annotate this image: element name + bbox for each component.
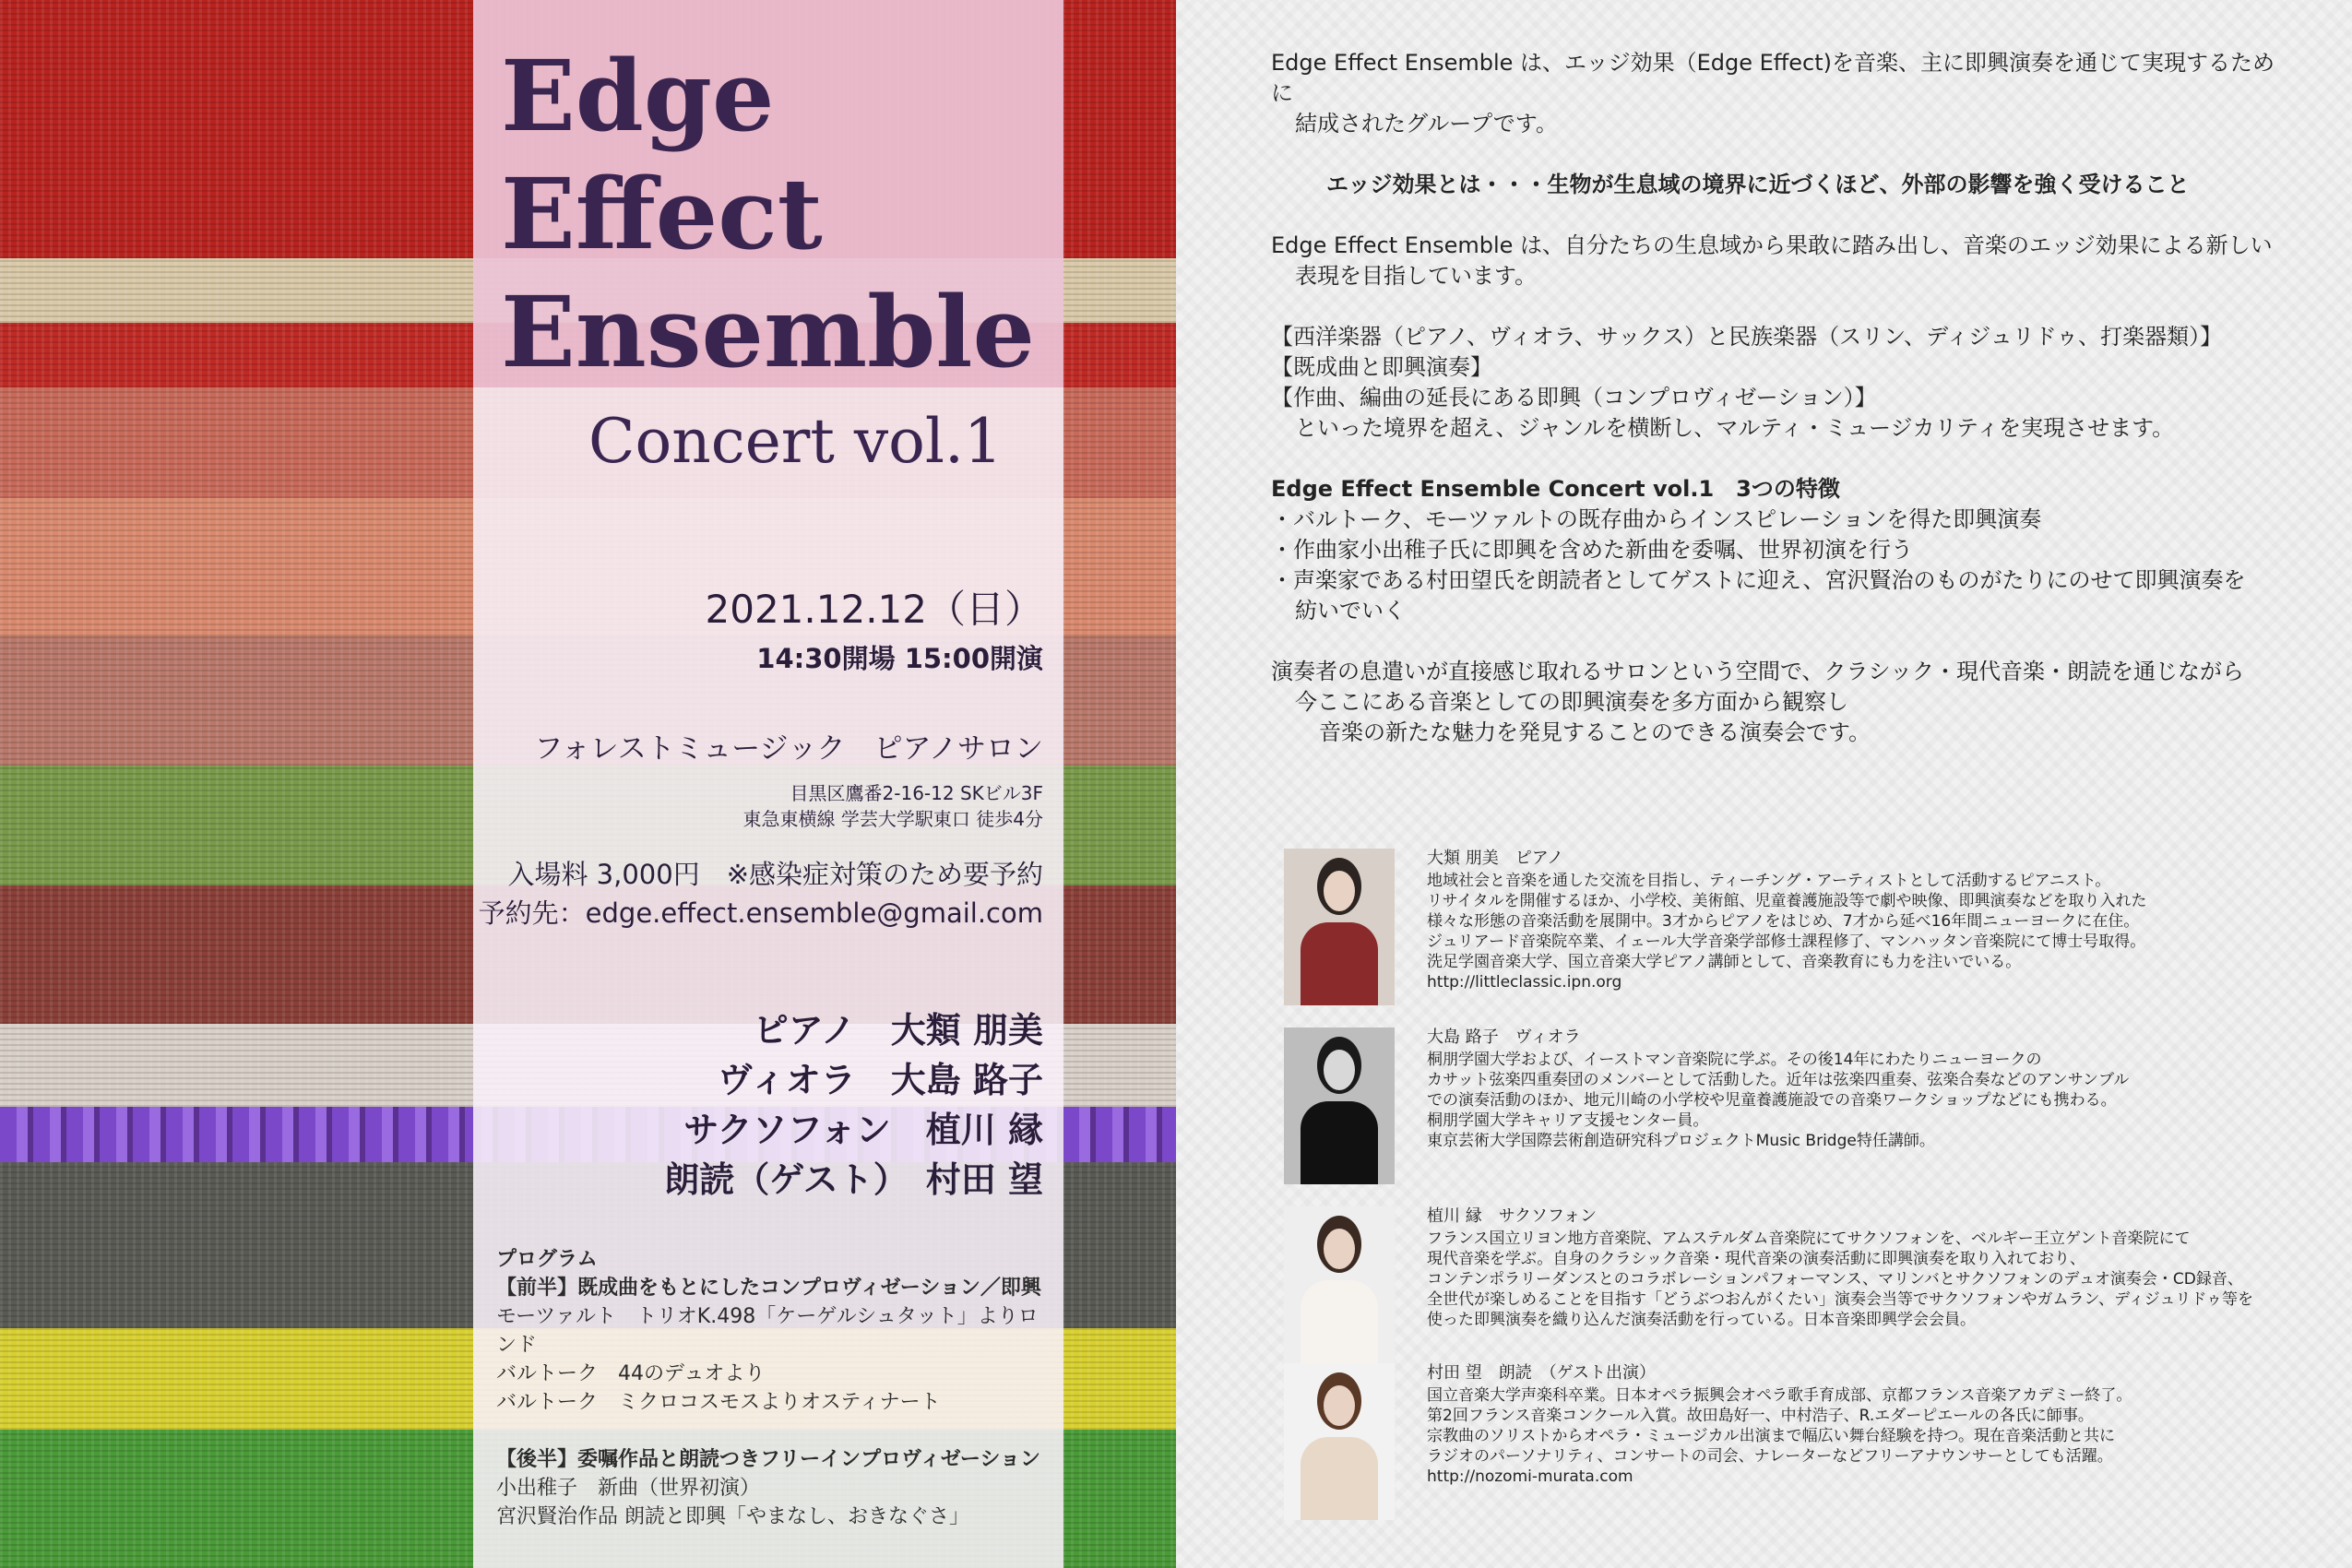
member-name: 村田 望 朗読 （ゲスト出演） [1427, 1363, 1657, 1383]
concert-time: 14:30開場 15:00開演 [756, 643, 1043, 674]
title-line: Edge [501, 38, 775, 153]
intro-line: といった境界を超え、ジャンルを横断し、マルティ・ミュージカリティを実現させます。 [1295, 415, 2175, 441]
intro-paragraph [1271, 48, 2295, 139]
bio-line: での演奏活動のほか、地元川崎の小学校や児童養護施設での音楽ワークショップなどにも携わる。 [1427, 1091, 2117, 1110]
bio-line: 使った即興演奏を織り込んだ演奏活動を行っている。日本音楽即興学会会員。 [1427, 1311, 1976, 1329]
photo-body [1301, 1101, 1378, 1184]
intro-line: Edge Effect Ensemble は、エッジ効果（Edge Effect)を音楽、主に即興演奏を通じて実現するために [1271, 50, 2275, 106]
venue-name: フォレストミュージック ピアノサロン [534, 732, 1043, 766]
performer: ピアノ 大類 朋美 [753, 1010, 1043, 1051]
bio-line: コンテンポラリーダンスとのコラボレーションパフォーマンス、マリンバとサクソフォンのデュオ演奏会・CD録音、 [1427, 1270, 2243, 1289]
member-bio [1427, 1206, 2312, 1330]
bio-line: リサイタルを開催するほか、小学校、美術館、児童養護施設等で劇や映像、即興演奏などを取り入れた [1427, 892, 2147, 910]
title-line: Ensemble [501, 274, 1035, 389]
intro-line: 演奏者の息遣いが直接感じ取れるサロンという空間で、クラシック・現代音楽・朗読を通じながら [1271, 659, 2245, 684]
member-url[interactable]: http://littleclassic.ipn.org [1427, 973, 1622, 992]
intro-paragraph [1271, 322, 2295, 444]
member-photo [1284, 1028, 1395, 1184]
bio-line: 様々な形態の音楽活動を展開中。3才からピアノをはじめ、7才から延べ16年間ニューヨークに在住。 [1427, 912, 2140, 931]
intro-paragraph [1271, 170, 2295, 200]
intro-line: ・声楽家である村田望氏を朗読者としてゲストに迎え、宮沢賢治のものがたりにのせて即興演奏を [1271, 567, 2246, 593]
program-item: 宮沢賢治作品 朗読と即興「やまなし、おきなぐさ」 [496, 1505, 969, 1528]
photo-body [1301, 1280, 1378, 1363]
program-item: バルトーク 44のデュオより [496, 1362, 766, 1385]
performer: 朗読（ゲスト） 村田 望 [664, 1159, 1043, 1200]
member-bio [1427, 1363, 2312, 1487]
introduction-text [1271, 48, 2295, 778]
program-first-half-title: 【前半】既成曲をもとにしたコンプロヴィゼーション／即興 [496, 1277, 1041, 1300]
photo-body [1301, 1437, 1378, 1520]
reservation-contact: 予約先：edge.effect.ensemble@gmail.com [478, 897, 1043, 929]
photo-face [1324, 871, 1355, 911]
program-heading: プログラム [496, 1248, 598, 1271]
bio-line: フランス国立リヨン地方音楽院、アムステルダム音楽院にてサクソフォンを、ベルギー王立ゲント音楽院にて [1427, 1229, 2191, 1248]
intro-line: 今ここにある音楽としての即興演奏を多方面から観察し [1295, 689, 1848, 715]
admission-fee: 入場料 3,000円 ※感染症対策のため要予約 [507, 859, 1043, 890]
bio-line: 第2回フランス音楽コンクール入賞。故田島好一、中村浩子、R.エダーピエールの各氏に師事。 [1427, 1407, 2094, 1425]
bio-line: 桐朋学園大学キャリア支援センター員。 [1427, 1111, 1709, 1130]
program-second-half-title: 【後半】委嘱作品と朗読つきフリーインプロヴィゼーション [496, 1448, 1041, 1471]
member-photo [1284, 1206, 1395, 1363]
intro-line: ・バルトーク、モーツァルトの既存曲からインスピレーションを得た即興演奏 [1271, 506, 2042, 532]
intro-paragraph [1271, 657, 2295, 748]
intro-line: 表現を目指しています。 [1295, 263, 1538, 289]
member-photo [1284, 1363, 1395, 1520]
photo-face [1324, 1229, 1355, 1269]
bio-line: 全世代が楽しめることを目指す「どうぶつおんがくたい」演奏会当等でサクソフォンやガムラン、ディジュリドゥ等を [1427, 1290, 2253, 1309]
info-panel [473, 0, 1063, 1568]
member-name: 植川 縁 サクソフォン [1427, 1206, 1598, 1226]
bio-line: 地域社会と音楽を通した交流を目指し、ティーチング・アーティストとして活動するピアニスト。 [1427, 872, 2111, 890]
bio-line: 桐朋学園大学および、イーストマン音楽院に学ぶ。その後14年にわたりニューヨークの [1427, 1051, 2042, 1069]
member-name: 大類 朋美 ピアノ [1427, 849, 1564, 868]
features-title: Edge Effect Ensemble Concert vol.1 3つの特徴 [1271, 476, 1840, 502]
member-url[interactable]: http://nozomi-murata.com [1427, 1467, 1633, 1486]
poster-title [501, 37, 1035, 391]
intro-line: 【既成曲と即興演奏】 [1271, 354, 1492, 380]
venue-address: 目黒区鷹番2-16-12 SKビル3F [790, 782, 1043, 804]
member-photo [1284, 849, 1395, 1005]
performer: サクソフォン 植川 縁 [683, 1110, 1043, 1150]
photo-face [1324, 1050, 1355, 1090]
concert-date: 2021.12.12（日） [705, 587, 1043, 632]
intro-line: 音楽の新たな魅力を発見することのできる演奏会です。 [1319, 719, 1871, 745]
title-line: Effect [501, 156, 823, 271]
intro-line: エッジ効果とは・・・生物が生息域の境界に近づくほど、外部の影響を強く受けること [1326, 172, 2190, 197]
bio-line: 東京芸術大学国際芸術創造研究科プロジェクトMusic Bridge特任講師。 [1427, 1132, 1935, 1150]
program-item: 小出稚子 新曲（世界初演） [496, 1477, 761, 1500]
program-item: モーツァルト トリオK.498「ケーゲルシュタット」よりロンド [496, 1305, 1039, 1357]
photo-body [1301, 922, 1378, 1005]
program [496, 1245, 1050, 1531]
bio-line: 国立音楽大学声楽科卒業。日本オペラ振興会オペラ歌手育成部、京都フランス音楽アカデミー終了。 [1427, 1386, 2132, 1405]
intro-paragraph [1271, 474, 2295, 626]
bio-line: 宗教曲のソリストからオペラ・ミュージカル出演まで幅広い舞台経験を持つ。現在音楽活動と共に [1427, 1427, 2115, 1445]
venue-access: 東急東横線 学芸大学駅東口 徒歩4分 [742, 808, 1043, 830]
photo-face [1324, 1385, 1355, 1426]
bio-line: ジュリアード音楽院卒業、イェール大学音楽学部修士課程修了、マンハッタン音楽院にて博士号取得。 [1427, 932, 2146, 951]
intro-line: ・作曲家小出稚子氏に即興を含めた新曲を委嘱、世界初演を行う [1271, 537, 1913, 563]
performer: ヴィオラ 大島 路子 [718, 1060, 1043, 1100]
bio-line: ラジオのパーソナリティ、コンサートの司会、ナレーターなどフリーアナウンサーとしても活躍。 [1427, 1447, 2113, 1466]
program-item: バルトーク ミクロコスモスよりオスティナート [496, 1391, 941, 1414]
intro-line: 紡いでいく [1295, 598, 1406, 624]
intro-line: 【作曲、編曲の延長にある即興（コンプロヴィゼーション）】 [1271, 385, 1877, 410]
intro-line: 結成されたグループです。 [1295, 111, 1558, 137]
intro-line: 【西洋楽器（ピアノ、ヴィオラ、サックス）と民族楽器（スリン、ディジュリドゥ、打楽器類）】 [1271, 324, 2223, 350]
bio-line: 洗足学園音楽大学、国立音楽大学ピアノ講師として、音楽教育にも力を注いでいる。 [1427, 953, 2022, 971]
bio-line: カサット弦楽四重奏団のメンバーとして活動した。近年は弦楽四重奏、弦楽合奏などのアンサンブル [1427, 1071, 2130, 1089]
bio-line: 現代音楽を学ぶ。自身のクラシック音楽・現代音楽の演奏活動に即興演奏を取り入れており、 [1427, 1250, 2085, 1268]
intro-paragraph [1271, 231, 2295, 291]
member-name: 大島 路子 ヴィオラ [1427, 1028, 1581, 1047]
concert-subtitle: Concert vol.1 [588, 406, 1003, 477]
member-bio [1427, 1028, 2312, 1151]
intro-line: Edge Effect Ensemble は、自分たちの生息域から果敢に踏み出し、音楽のエッジ効果による新しい [1271, 232, 2273, 258]
member-bio [1427, 849, 2312, 992]
